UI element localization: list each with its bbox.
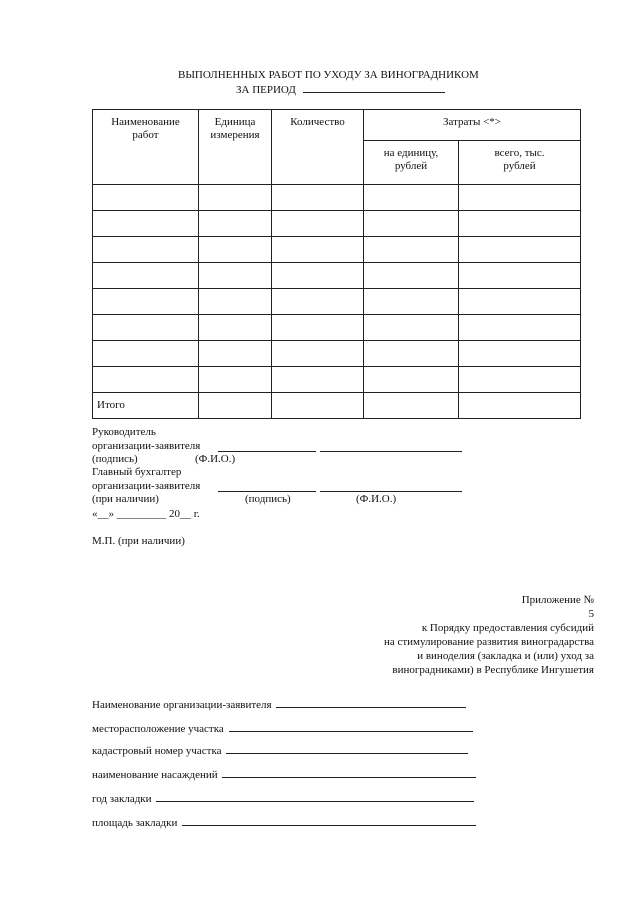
table-cell[interactable] [272,185,364,211]
annex-line6: виноградниками) в Республике Ингушетия [392,664,594,676]
table-cell[interactable] [93,315,199,341]
period-blank [303,82,445,93]
field-cadastral-line[interactable] [226,743,468,754]
table-cell[interactable] [199,289,272,315]
period-label: ЗА ПЕРИОД [236,84,296,96]
table-cell[interactable] [93,367,199,393]
field-plantings [92,767,476,781]
total-cell[interactable] [364,393,459,419]
table-row [93,315,581,341]
table-row [93,211,581,237]
table-row [93,263,581,289]
table-cell[interactable] [459,211,581,237]
table-cell[interactable] [199,211,272,237]
total-cell[interactable] [459,393,581,419]
total-label: Итого [93,393,199,419]
table-cell[interactable] [199,237,272,263]
field-area [92,815,476,829]
date-line: «__» _________ 20__ г. [92,508,200,520]
accountant-title-1: Главный бухгалтер [92,466,182,478]
table-cell[interactable] [459,289,581,315]
table-cell[interactable] [459,185,581,211]
table-cell[interactable] [272,341,364,367]
total-cell[interactable] [199,393,272,419]
table-cell[interactable] [93,185,199,211]
table-cell[interactable] [272,263,364,289]
field-cadastral [92,743,468,757]
header-costs: Затраты <*> [364,110,581,141]
table-cell[interactable] [93,211,199,237]
works-table [92,109,581,419]
annex-line2: 5 [588,608,594,620]
field-area-line[interactable] [182,815,476,826]
field-org-name [92,697,466,711]
head-title-2-text: организации-заявителя [92,440,201,452]
table-cell[interactable] [459,263,581,289]
accountant-note: (при наличии) [92,493,159,505]
accountant-fio-line[interactable] [320,481,462,492]
table-row [93,237,581,263]
document-heading-line2 [236,82,445,96]
table-cell[interactable] [459,237,581,263]
table-cell[interactable] [199,185,272,211]
table-cell[interactable] [93,341,199,367]
table-cell[interactable] [272,289,364,315]
table-cell[interactable] [93,263,199,289]
head-fio-line[interactable] [320,441,462,452]
table-cell[interactable] [459,367,581,393]
table-cell[interactable] [364,237,459,263]
table-row [93,367,581,393]
accountant-title-2: организации-заявителя [92,480,201,492]
head-title-1: Руководитель [92,426,156,438]
table-body [93,185,581,393]
total-cell[interactable] [272,393,364,419]
field-location-line[interactable] [229,721,473,732]
field-year [92,791,474,805]
field-org-name-line[interactable] [276,697,466,708]
head-fio-caption: (Ф.И.О.) [195,453,236,465]
table-cell[interactable] [364,263,459,289]
annex-line4: на стимулирование развития виноградарства [383,636,594,648]
table-row [93,185,581,211]
table-cell[interactable] [459,341,581,367]
stamp-place: М.П. (при наличии) [92,535,185,547]
table-cell[interactable] [364,367,459,393]
accountant-signature-line[interactable] [218,481,316,492]
field-org-name-label: Наименование организации-заявителя [92,699,272,711]
table-cell[interactable] [93,289,199,315]
field-cadastral-label: кадастровый номер участка [92,745,222,757]
table-cell[interactable] [199,341,272,367]
table-cell[interactable] [364,211,459,237]
table-cell[interactable] [364,185,459,211]
field-location-label: месторасположение участка [92,723,224,735]
head-sign-caption: (подпись) [92,453,138,465]
annex-line5: и виноделия (закладка и (или) уход за [417,650,594,662]
accountant-sign-caption: (подпись) [245,493,291,505]
field-year-line[interactable] [156,791,474,802]
document-heading-line1: ВЫПОЛНЕННЫХ РАБОТ ПО УХОДУ ЗА ВИНОГРАДНИКОМ [178,69,479,81]
table-cell[interactable] [199,367,272,393]
header-cost-per-unit: на единицу, рублей [364,141,459,185]
table-cell[interactable] [364,289,459,315]
annex-line1: Приложение № [521,594,594,606]
table-cell[interactable] [272,315,364,341]
head-signature-line[interactable] [218,441,316,452]
table-cell[interactable] [272,237,364,263]
table-cell[interactable] [459,315,581,341]
table-cell[interactable] [272,367,364,393]
annex-line3: к Порядку предоставления субсидий [421,622,594,634]
table-cell[interactable] [364,341,459,367]
table-cell[interactable] [199,263,272,289]
accountant-fio-caption: (Ф.И.О.) [356,493,397,505]
field-year-label: год закладки [92,793,152,805]
header-unit: Единица измерения [199,110,272,185]
field-plantings-label: наименование насаждений [92,769,218,781]
table-cell[interactable] [93,237,199,263]
field-area-label: площадь закладки [92,817,178,829]
table-cell[interactable] [199,315,272,341]
table-cell[interactable] [364,315,459,341]
head-title-2 [92,440,200,452]
header-quantity: Количество [272,110,364,185]
header-work-name: Наименование работ [93,110,199,185]
field-plantings-line[interactable] [222,767,476,778]
table-row [93,289,581,315]
header-cost-total: всего, тыс. рублей [459,141,581,185]
table-cell[interactable] [272,211,364,237]
table-row [93,341,581,367]
field-location [92,721,473,735]
